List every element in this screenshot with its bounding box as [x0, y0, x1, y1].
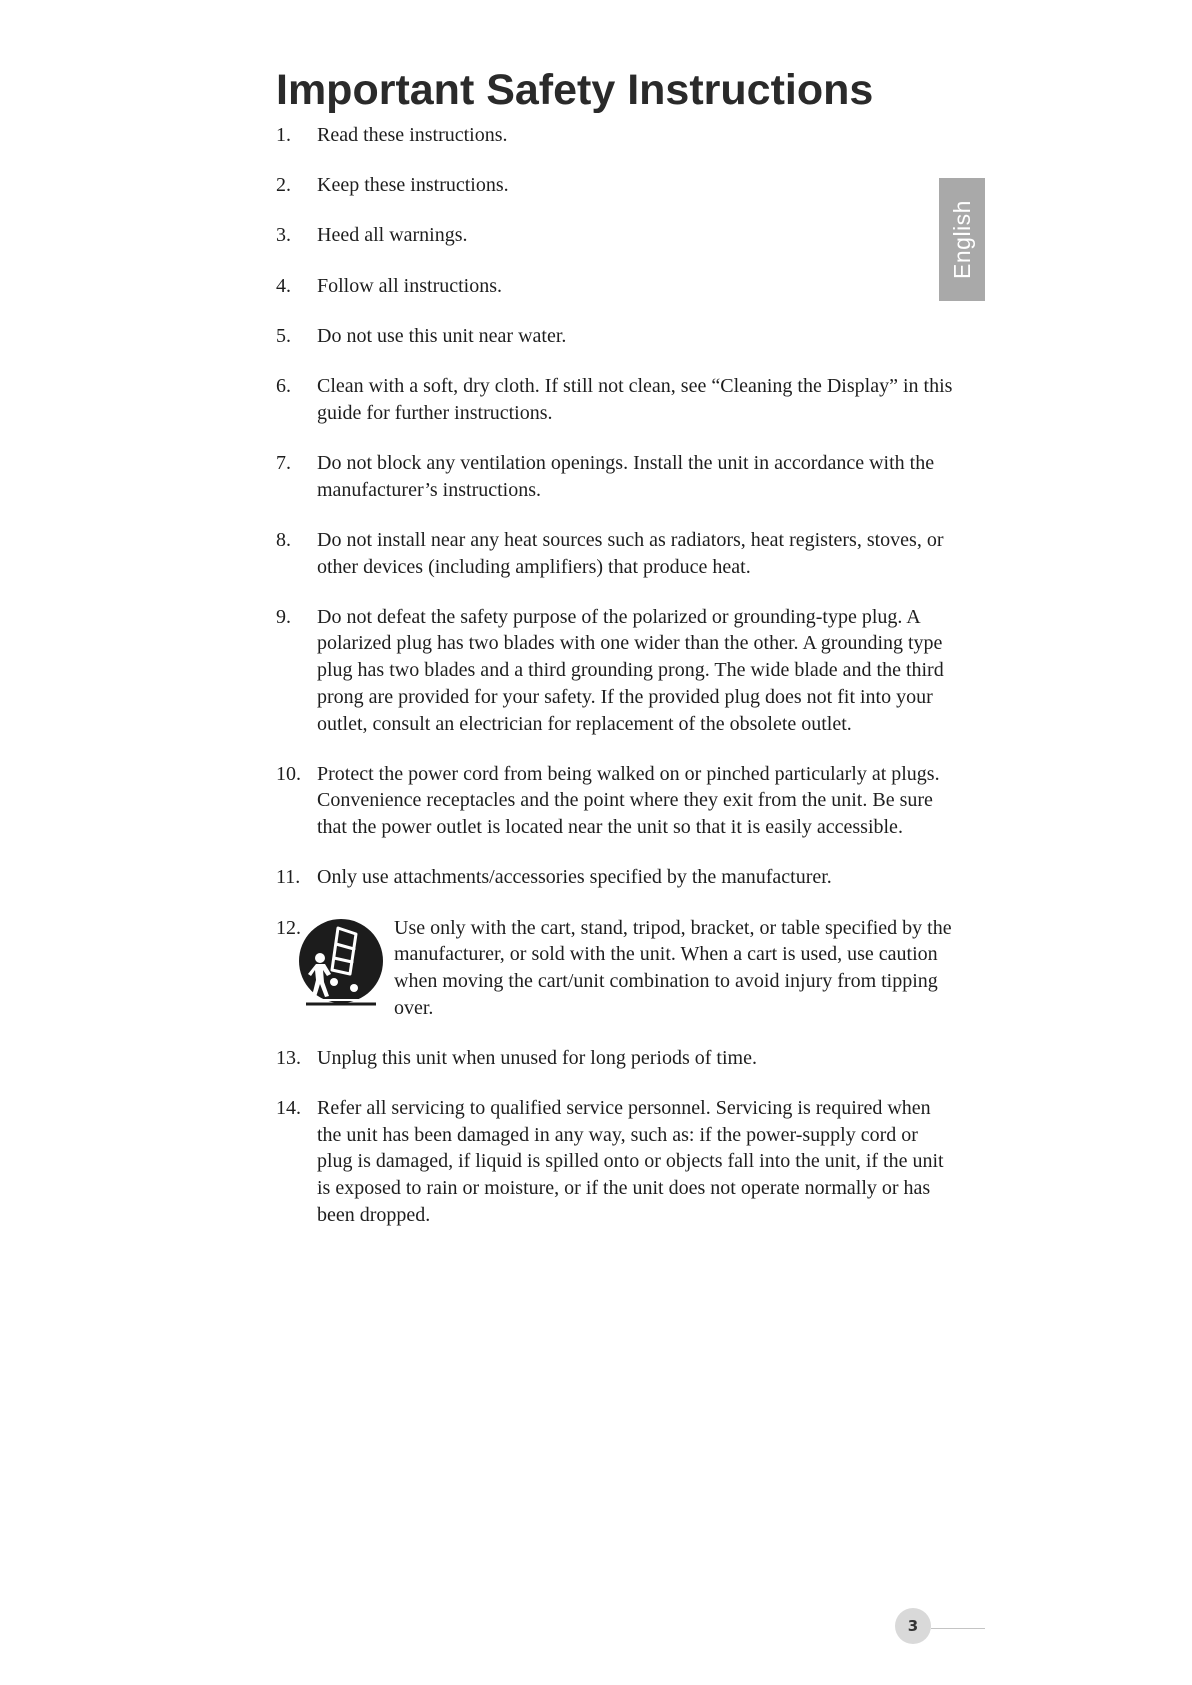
page-number-badge	[895, 1608, 931, 1644]
item-number: 1.	[276, 124, 291, 146]
list-item	[276, 450, 956, 503]
item-number: 7.	[276, 451, 291, 474]
item-text: Use only with the cart, stand, tripod, bracket, or table specified by the manufacturer, or sold with the unit. When a cart is used, use caution when moving the cart/unit combination to avoid injury from tipping over.	[394, 916, 952, 1019]
item-number: 11.	[276, 866, 301, 889]
list-item	[276, 527, 956, 580]
language-tab-label: English	[948, 200, 975, 279]
item-number: 8.	[276, 528, 291, 551]
footer-divider	[931, 1628, 985, 1629]
item-text: Clean with a soft, dry cloth. If still not clean, see “Cleaning the Display” in this guide for further instructions.	[317, 375, 953, 424]
item-number: 12.	[276, 916, 301, 939]
item-number: 3.	[276, 224, 291, 247]
item-number: 4.	[276, 274, 291, 297]
item-number: 14.	[276, 1097, 301, 1120]
item-text: Follow all instructions.	[317, 274, 502, 297]
item-number: 13.	[276, 1046, 301, 1069]
list-item	[276, 172, 956, 199]
safety-instructions-list	[276, 122, 956, 1252]
cart-tip-over-warning-icon	[298, 916, 386, 1008]
item-text: Unplug this unit when unused for long periods of time.	[317, 1046, 757, 1069]
list-item	[276, 604, 956, 738]
item-number: 10.	[276, 762, 301, 785]
page-title: Important Safety Instructions	[276, 66, 874, 114]
list-item	[276, 323, 956, 350]
page-number: 3	[907, 1617, 919, 1635]
item-number: 2.	[276, 174, 291, 197]
list-item	[276, 761, 956, 841]
item-number: 5.	[276, 324, 291, 347]
list-item	[276, 273, 956, 300]
item-text: Protect the power cord from being walked on or pinched particularly at plugs. Convenience receptacles and the point where they exit from the unit. Be sure that the power outlet is located near the unit so that it is easily accessible.	[317, 762, 940, 839]
item-number: 9.	[276, 605, 291, 628]
item-text: Only use attachments/accessories specified by the manufacturer.	[317, 866, 832, 889]
list-item	[276, 1045, 956, 1072]
item-text: Do not block any ventilation openings. Install the unit in accordance with the manufacturer’s instructions.	[317, 451, 935, 501]
list-item	[276, 864, 956, 891]
item-text: Do not defeat the safety purpose of the polarized or grounding-type plug. A polarized plug has two blades with one wider than the other. A grounding type plug has two blades and a third grounding prong. The wide blade and the third prong are provided for your safety. If the provided plug does not fit into your outlet, consult an electrician for replacement of the obsolete outlet.	[317, 605, 944, 735]
item-text: Read these instructions.	[317, 124, 508, 146]
item-text: Keep these instructions.	[317, 174, 509, 197]
item-text: Do not install near any heat sources such as radiators, heat registers, stoves, or other devices (including amplifiers) that produce heat.	[317, 528, 944, 578]
item-number: 6.	[276, 375, 291, 398]
item-text: Heed all warnings.	[317, 224, 468, 247]
item-text: Refer all servicing to qualified service personnel. Servicing is required when the unit has been damaged in any way, such as: if the power-supply cord or plug is damaged, if liquid is spilled onto or objects fall into the unit, if the unit is exposed to rain or moisture, or if the unit does not operate normally or has been dropped.	[317, 1097, 944, 1226]
list-item	[276, 122, 956, 149]
list-item	[276, 915, 956, 1022]
list-item	[276, 1095, 956, 1229]
list-item	[276, 373, 956, 426]
list-item	[276, 222, 956, 249]
item-text: Do not use this unit near water.	[317, 324, 567, 347]
